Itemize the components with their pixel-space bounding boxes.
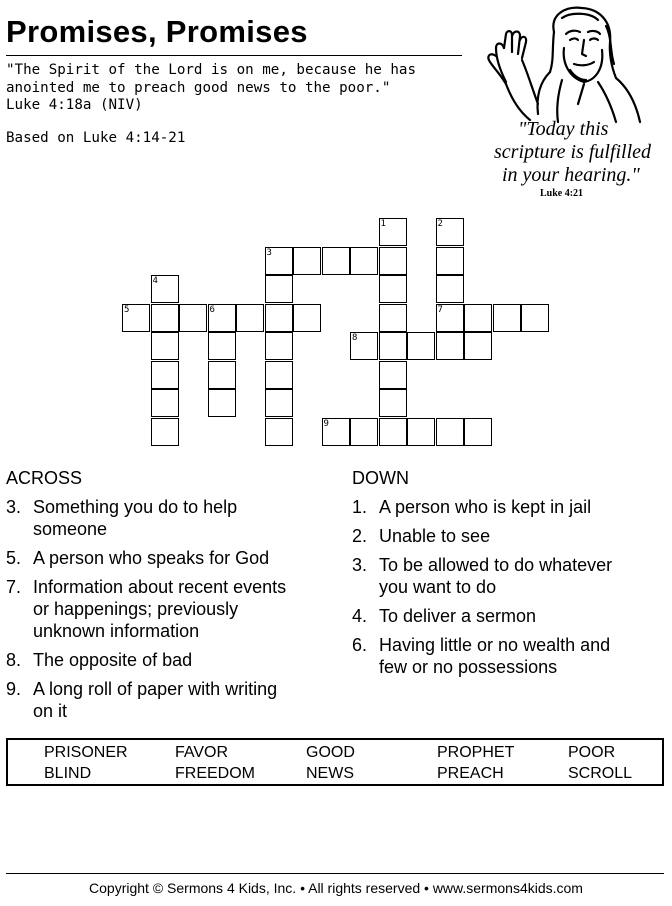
title-divider: [6, 55, 462, 56]
clue-number: 5.: [6, 548, 22, 568]
clue-line: A person who speaks for God: [33, 548, 270, 568]
crossword-cell[interactable]: [208, 332, 236, 360]
clue-text: [379, 605, 672, 627]
word-bank-word: SCROLL: [568, 765, 633, 782]
crossword-cell[interactable]: [521, 304, 549, 332]
crossword-cell[interactable]: [350, 332, 378, 360]
crossword-cell[interactable]: [122, 304, 150, 332]
crossword-cell[interactable]: [350, 418, 378, 446]
across-heading: ACROSS: [6, 468, 83, 488]
crossword-cell[interactable]: [293, 247, 321, 275]
crossword-cell-number: 1: [380, 219, 386, 229]
clue-number: 3.: [352, 555, 368, 575]
clue-line: Having little or no wealth and: [379, 635, 611, 655]
crossword-cell[interactable]: [464, 304, 492, 332]
clue-line: few or no possessions: [379, 657, 558, 677]
crossword-cell[interactable]: [350, 247, 378, 275]
crossword-cell[interactable]: [236, 304, 264, 332]
page-title: Promises, Promises: [6, 14, 308, 49]
clue-number: 2.: [352, 526, 368, 546]
across-clue: [6, 576, 326, 642]
jesus-drawing-icon: [466, 4, 670, 124]
down-clue: [352, 634, 672, 678]
illustration-script-line: scripture is fulfilled: [494, 141, 652, 163]
clue-text: [379, 496, 672, 518]
crossword-cell-number: 5: [124, 304, 130, 315]
word-bank-word: PREACH: [437, 765, 504, 782]
clue-text: [33, 678, 326, 722]
word-bank-word: POOR: [568, 744, 616, 761]
clue-text: [33, 576, 326, 642]
crossword-cell[interactable]: [151, 304, 179, 332]
jesus-illustration: [466, 4, 670, 204]
clue-line: To be allowed to do whatever: [379, 555, 613, 575]
word-bank-word: FREEDOM: [175, 765, 255, 782]
crossword-cell[interactable]: [436, 418, 464, 446]
clue-text: [379, 525, 672, 547]
clue-text: [379, 634, 672, 678]
based-on-text: Based on Luke 4:14-21: [6, 130, 186, 146]
crossword-cell-number: 6: [209, 304, 215, 315]
clue-number: 4.: [352, 606, 368, 626]
crossword-cell[interactable]: [322, 247, 350, 275]
clue-line: or happenings; previously: [33, 599, 239, 619]
clue-number: 8.: [6, 650, 22, 670]
down-clue: [352, 496, 672, 518]
crossword-cell[interactable]: [436, 304, 464, 332]
crossword-cell[interactable]: [151, 361, 179, 389]
footer-divider: [6, 873, 664, 874]
crossword-cell[interactable]: [436, 275, 464, 303]
crossword-cell[interactable]: [265, 418, 293, 446]
crossword-cell[interactable]: [265, 389, 293, 417]
crossword-cell[interactable]: [379, 304, 407, 332]
clue-line: To deliver a sermon: [379, 606, 537, 626]
crossword-cell[interactable]: [265, 275, 293, 303]
crossword-cell[interactable]: [379, 332, 407, 360]
clue-text: [379, 554, 672, 598]
across-clue: [6, 678, 326, 722]
clue-number: 6.: [352, 635, 368, 655]
crossword-cell[interactable]: [208, 361, 236, 389]
crossword-cell[interactable]: [179, 304, 207, 332]
illustration-script-line: in your hearing.": [502, 164, 640, 186]
crossword-cell[interactable]: [265, 361, 293, 389]
illustration-script-line: "Today this: [518, 118, 609, 140]
down-clue-list: [352, 496, 672, 685]
crossword-cell[interactable]: [379, 218, 407, 246]
quote-line: anointed me to preach good news to the poor.": [6, 79, 391, 96]
crossword-cell[interactable]: [407, 418, 435, 446]
crossword-cell[interactable]: [379, 418, 407, 446]
crossword-cell[interactable]: [151, 389, 179, 417]
crossword-cell[interactable]: [208, 389, 236, 417]
crossword-cell[interactable]: [436, 247, 464, 275]
across-clue-list: [6, 496, 326, 729]
quote-line: "The Spirit of the Lord is on me, because he has: [6, 62, 416, 78]
crossword-cell[interactable]: [493, 304, 521, 332]
word-bank-word: BLIND: [44, 765, 92, 782]
word-bank-word: PRISONER: [44, 744, 128, 761]
across-clue: [6, 649, 326, 671]
quote-reference: Luke 4:18a (NIV): [6, 97, 143, 113]
crossword-cell[interactable]: [464, 418, 492, 446]
crossword-cell-number: 2: [437, 219, 443, 229]
crossword-cell[interactable]: [379, 275, 407, 303]
crossword-cell-number: 8: [352, 333, 358, 343]
crossword-cell[interactable]: [379, 247, 407, 275]
crossword-cell[interactable]: [208, 304, 236, 332]
crossword-cell[interactable]: [265, 247, 293, 275]
clue-text: [33, 649, 326, 671]
down-clue: [352, 525, 672, 547]
crossword-cell[interactable]: [151, 332, 179, 360]
clue-line: A long roll of paper with writing: [33, 679, 278, 699]
crossword-cell-number: 9: [323, 418, 329, 429]
crossword-cell[interactable]: [322, 418, 350, 446]
down-clue: [352, 605, 672, 627]
clue-line: on it: [33, 701, 68, 721]
word-bank-word: NEWS: [306, 765, 354, 782]
crossword-cell-number: 4: [152, 276, 158, 286]
down-clue: [352, 554, 672, 598]
crossword-cell[interactable]: [293, 304, 321, 332]
clue-text: [33, 496, 326, 540]
crossword-cell[interactable]: [436, 218, 464, 246]
clue-line: Unable to see: [379, 526, 491, 546]
crossword-cell[interactable]: [436, 332, 464, 360]
crossword-cell[interactable]: [265, 304, 293, 332]
clue-text: [33, 547, 326, 569]
crossword-cell[interactable]: [151, 418, 179, 446]
clue-line: Something you do to help: [33, 497, 238, 517]
crossword-cell[interactable]: [379, 389, 407, 417]
clue-number: 1.: [352, 497, 368, 517]
clue-number: 3.: [6, 497, 22, 517]
across-clue: [6, 496, 326, 540]
clue-line: you want to do: [379, 577, 497, 597]
crossword-cell[interactable]: [265, 332, 293, 360]
clue-line: A person who is kept in jail: [379, 497, 592, 517]
crossword-cell-number: 7: [437, 304, 443, 315]
clue-number: 7.: [6, 577, 22, 597]
crossword-cell[interactable]: [151, 275, 179, 303]
crossword-cell-number: 3: [266, 247, 272, 258]
clue-number: 9.: [6, 679, 22, 699]
illustration-reference: Luke 4:21: [540, 188, 584, 199]
scripture-quote: [6, 62, 416, 115]
clue-line: The opposite of bad: [33, 650, 193, 670]
clue-line: Information about recent events: [33, 577, 287, 597]
word-bank-word: GOOD: [306, 744, 355, 761]
crossword-cell[interactable]: [464, 332, 492, 360]
crossword-cell[interactable]: [407, 332, 435, 360]
word-bank-word: FAVOR: [175, 744, 229, 761]
word-bank: [6, 738, 664, 786]
down-heading: DOWN: [352, 468, 409, 488]
copyright-footer: Copyright © Sermons 4 Kids, Inc. • All rights reserved • www.sermons4kids.com: [89, 880, 583, 896]
crossword-cell[interactable]: [379, 361, 407, 389]
clue-line: unknown information: [33, 621, 200, 641]
clue-line: someone: [33, 519, 108, 539]
word-bank-word: PROPHET: [437, 744, 515, 761]
across-clue: [6, 547, 326, 569]
